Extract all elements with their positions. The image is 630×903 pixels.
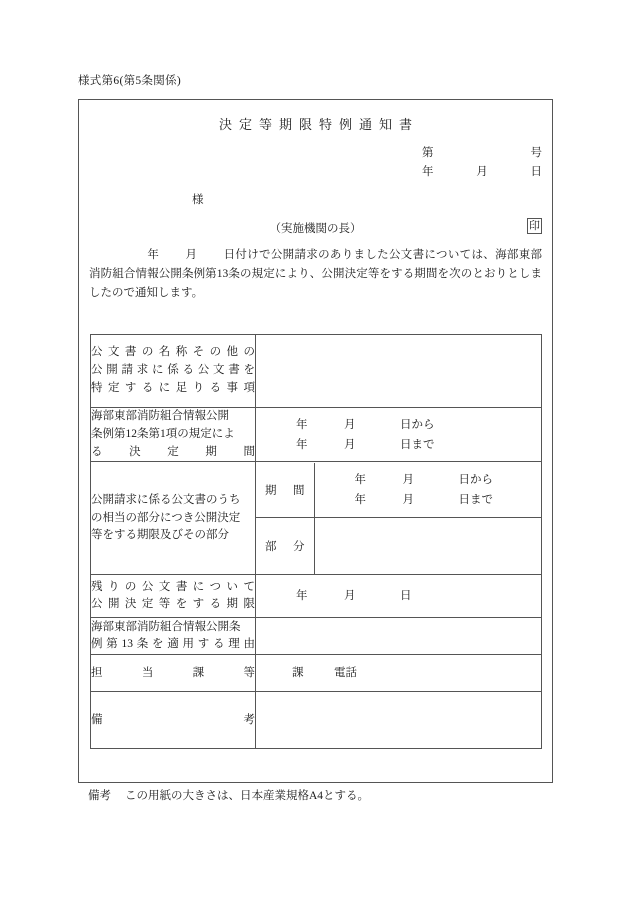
row3-from-date <box>315 470 542 490</box>
row4-label-line2: 公開決定等をする期限 <box>91 598 255 611</box>
row3-label-line2: の相当の部分につき公開決定 <box>91 511 241 524</box>
row3-from-month: 月 <box>402 473 414 486</box>
row6-phone-label: 電話 <box>334 667 357 680</box>
row2-value-cell[interactable] <box>256 408 542 462</box>
row4-day: 日 <box>400 590 412 603</box>
document-date-line <box>422 163 542 179</box>
document-number-line <box>422 144 542 160</box>
table-row-article13-reason <box>91 618 542 655</box>
date-month-label: 月 <box>476 166 488 178</box>
date-year-label: 年 <box>422 166 434 178</box>
row3-period-value-cell[interactable] <box>314 463 541 518</box>
notice-table <box>90 334 542 749</box>
row6-contact-line <box>256 663 541 683</box>
row5-label-line2: 例第13条を適用する理由 <box>91 638 255 651</box>
row2-to-year: 年 <box>296 438 308 451</box>
addressee-suffix: 様 <box>192 194 204 206</box>
row3-part-label-cell <box>256 517 314 574</box>
row1-label-line2: 公開請求に係る公文書を <box>91 364 255 377</box>
row4-year: 年 <box>296 590 308 603</box>
body-month-label: 月 <box>185 249 198 261</box>
page-title: 決定等期限特例通知書 <box>218 117 419 132</box>
row3-part-value-cell[interactable] <box>314 517 541 574</box>
row4-month: 月 <box>344 590 356 603</box>
table-row-remarks <box>91 692 542 749</box>
row2-to-date <box>256 435 541 455</box>
row3-sub-table-cell <box>256 462 542 575</box>
row2-label-line2: 条例第12条第1項の規定によ <box>91 427 235 440</box>
row3-label-cell <box>91 462 256 575</box>
row3-from-year: 年 <box>354 473 366 486</box>
row3-part-subrow <box>256 517 541 574</box>
row5-value-cell[interactable] <box>256 618 542 655</box>
row3-part-label: 部分 <box>265 540 305 553</box>
table-row-partial-disclosure <box>91 462 542 575</box>
row3-to-month: 月 <box>402 493 414 506</box>
table-row-remaining-documents-deadline <box>91 575 542 618</box>
row2-label-line3: る決定期間 <box>91 445 255 458</box>
page-inner <box>79 100 552 782</box>
row3-sub-table <box>256 463 541 574</box>
row3-period-label: 期間 <box>265 484 305 497</box>
table-row-article12-decision-period <box>91 408 542 462</box>
row3-period-label-cell <box>256 463 314 518</box>
row2-to-day: 日まで <box>400 438 435 451</box>
row3-label-line3: 等をする期限及びその部分 <box>91 529 229 542</box>
row2-label-line1: 海部東部消防組合情報公開 <box>91 410 229 422</box>
date-day-label: 日 <box>530 166 542 178</box>
document-number-label: 第 <box>422 147 434 159</box>
row7-value-cell[interactable] <box>256 692 542 749</box>
row4-label-line1: 残りの公文書について <box>91 580 255 593</box>
body-year-label: 年 <box>147 249 160 261</box>
row3-to-year: 年 <box>354 493 366 506</box>
row4-value-cell[interactable] <box>256 575 542 618</box>
row1-value-cell[interactable] <box>256 335 542 408</box>
row2-from-day: 日から <box>400 418 435 431</box>
footnote-text: この用紙の大きさは、日本産業規格A4とする。 <box>125 790 370 802</box>
row2-label-cell <box>91 408 256 462</box>
row3-from-day: 日から <box>458 473 493 486</box>
row7-label-cell <box>91 692 256 749</box>
row7-label: 備考 <box>91 713 255 726</box>
row6-label: 担当課等 <box>91 666 255 679</box>
row5-label-line1: 海部東部消防組合情報公開条 <box>91 620 241 633</box>
row2-from-year: 年 <box>296 418 308 431</box>
row2-to-month: 月 <box>344 438 356 451</box>
footnote <box>88 787 369 803</box>
row3-to-day: 日まで <box>458 493 493 506</box>
document-number-unit: 号 <box>530 147 542 159</box>
body-sentence: 日付けで公開請求のありました公文書については、海部東部消防組合情報公開条例第13条の規定により、公開決定等をする期間を次のとおりとしましたので通知します。 <box>89 249 543 299</box>
seal-box: 印 <box>529 220 540 232</box>
row1-label-line3: 特定するに足りる事項 <box>91 381 255 394</box>
body-paragraph <box>89 246 542 303</box>
row3-label-line1: 公開請求に係る公文書のうち <box>91 493 241 506</box>
issuing-authority: （実施機関の長） <box>269 223 362 235</box>
row6-section-label: 課 <box>292 667 304 680</box>
table-row-responsible-section <box>91 655 542 692</box>
row3-to-date <box>315 490 542 510</box>
table-row-document-identification <box>91 335 542 408</box>
row3-period-subrow <box>256 463 541 518</box>
row1-label-cell <box>91 335 256 408</box>
row5-label-cell <box>91 618 256 655</box>
row6-value-cell[interactable] <box>256 655 542 692</box>
row1-label-line1: 公文書の名称その他の <box>91 346 255 359</box>
row6-label-cell <box>91 655 256 692</box>
row4-label-cell <box>91 575 256 618</box>
page-frame <box>78 99 553 783</box>
row4-date <box>256 586 541 606</box>
row2-from-month: 月 <box>344 418 356 431</box>
footnote-label: 備考 <box>88 790 111 802</box>
row2-from-date <box>256 415 541 435</box>
form-number: 様式第6(第5条関係) <box>78 75 181 87</box>
